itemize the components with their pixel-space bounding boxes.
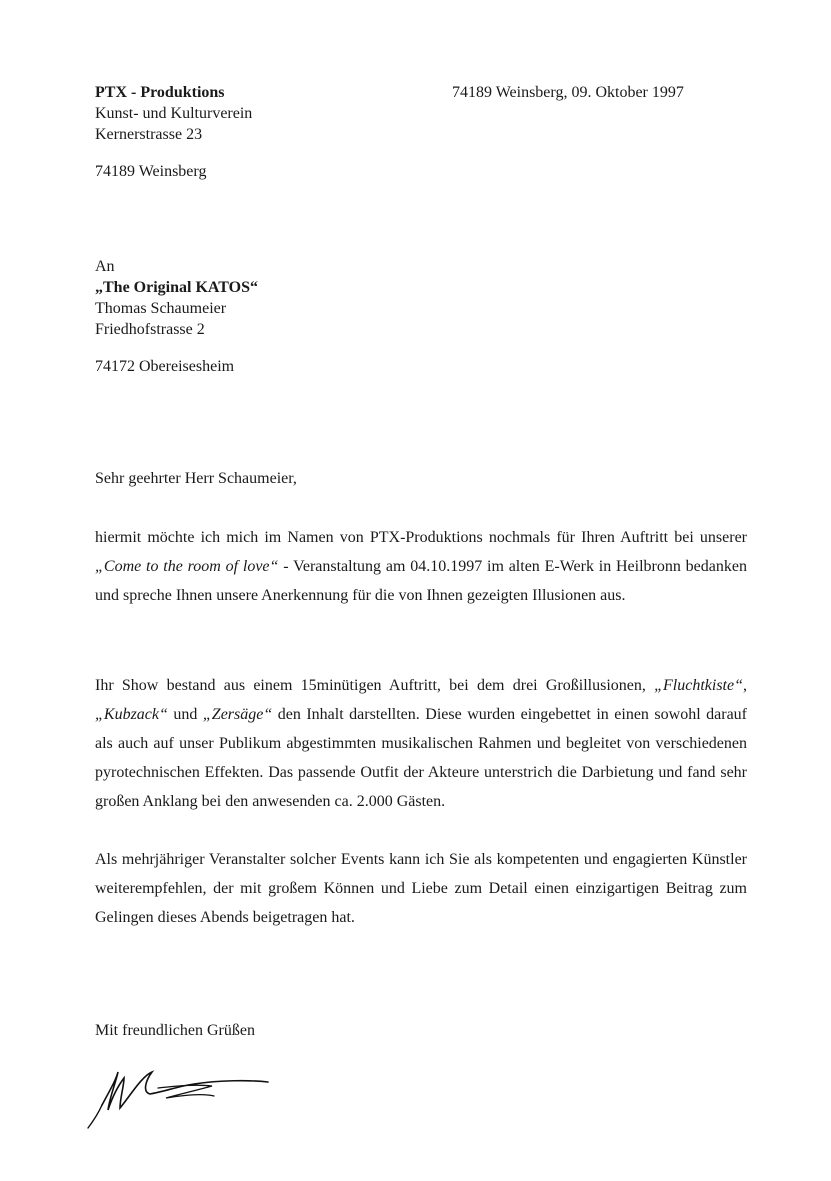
sender-street: Kernerstrasse 23 xyxy=(95,126,203,143)
salutation: Sehr geehrter Herr Schaumeier, xyxy=(95,470,297,487)
sender-name: PTX - Produktions xyxy=(95,84,225,101)
recipient-address xyxy=(95,256,258,377)
recipient-group: „The Original KATOS“ xyxy=(95,279,258,296)
handwritten-signature-icon xyxy=(80,1050,280,1130)
recipient-city: 74172 Obereisesheim xyxy=(95,358,235,375)
illusion-1: „Fluchtkiste“ xyxy=(654,677,743,694)
p1-text-b: - Veranstaltung am 04.10.1997 im alten E-Werk in Heilbronn bedanken und spreche Ihnen unsere Anerkennung für die von Ihnen gezeigten Illusionen aus. xyxy=(95,558,747,604)
sender-subtitle: Kunst- und Kulturverein xyxy=(95,105,253,122)
p2-text-b: den Inhalt darstellten. Diese wurden eingebettet in einen sowohl darauf als auch auf unser Publikum abgestimmten musikalischen Rahmen und begleitet von verschiedenen pyrotechnischen Effekten. Das passende Outfit der Akteure unterstrich die Darbietung und fand sehr großen Anklang bei den anwesenden ca. 2.000 Gästen. xyxy=(95,706,748,810)
sender-address xyxy=(95,82,252,182)
p2-sep-1: , xyxy=(743,677,747,694)
illusion-2: „Kubzack“ xyxy=(95,706,168,723)
illusion-3: „Zersäge“ xyxy=(202,706,273,723)
body-paragraph-2 xyxy=(95,671,747,816)
closing: Mit freundlichen Grüßen xyxy=(95,1022,255,1039)
recipient-street: Friedhofstrasse 2 xyxy=(95,321,205,338)
sender-city: 74189 Weinsberg xyxy=(95,163,207,180)
event-name: „Come to the room of love“ xyxy=(95,558,279,575)
p2-text-a: Ihr Show bestand aus einem 15minütigen Auftritt, bei dem drei Großillusionen, xyxy=(95,677,655,694)
p2-sep-2: und xyxy=(167,706,203,723)
body-paragraph-1 xyxy=(95,523,747,610)
recipient-person: Thomas Schaumeier xyxy=(95,300,227,317)
p1-text-a: hiermit möchte ich mich im Namen von PTX-Produktions nochmals für Ihren Auftritt bei unserer xyxy=(95,529,747,546)
body-paragraph-3: Als mehrjähriger Veranstalter solcher Events kann ich Sie als kompetenten und engagierten Künstler weiterempfehlen, der mit großem Können und Liebe zum Detail einen einzigartigen Beitrag zum Gelingen dieses Abends beigetragen hat. xyxy=(95,851,747,926)
recipient-prefix: An xyxy=(95,258,115,275)
letter-date: 74189 Weinsberg, 09. Oktober 1997 xyxy=(452,84,684,101)
